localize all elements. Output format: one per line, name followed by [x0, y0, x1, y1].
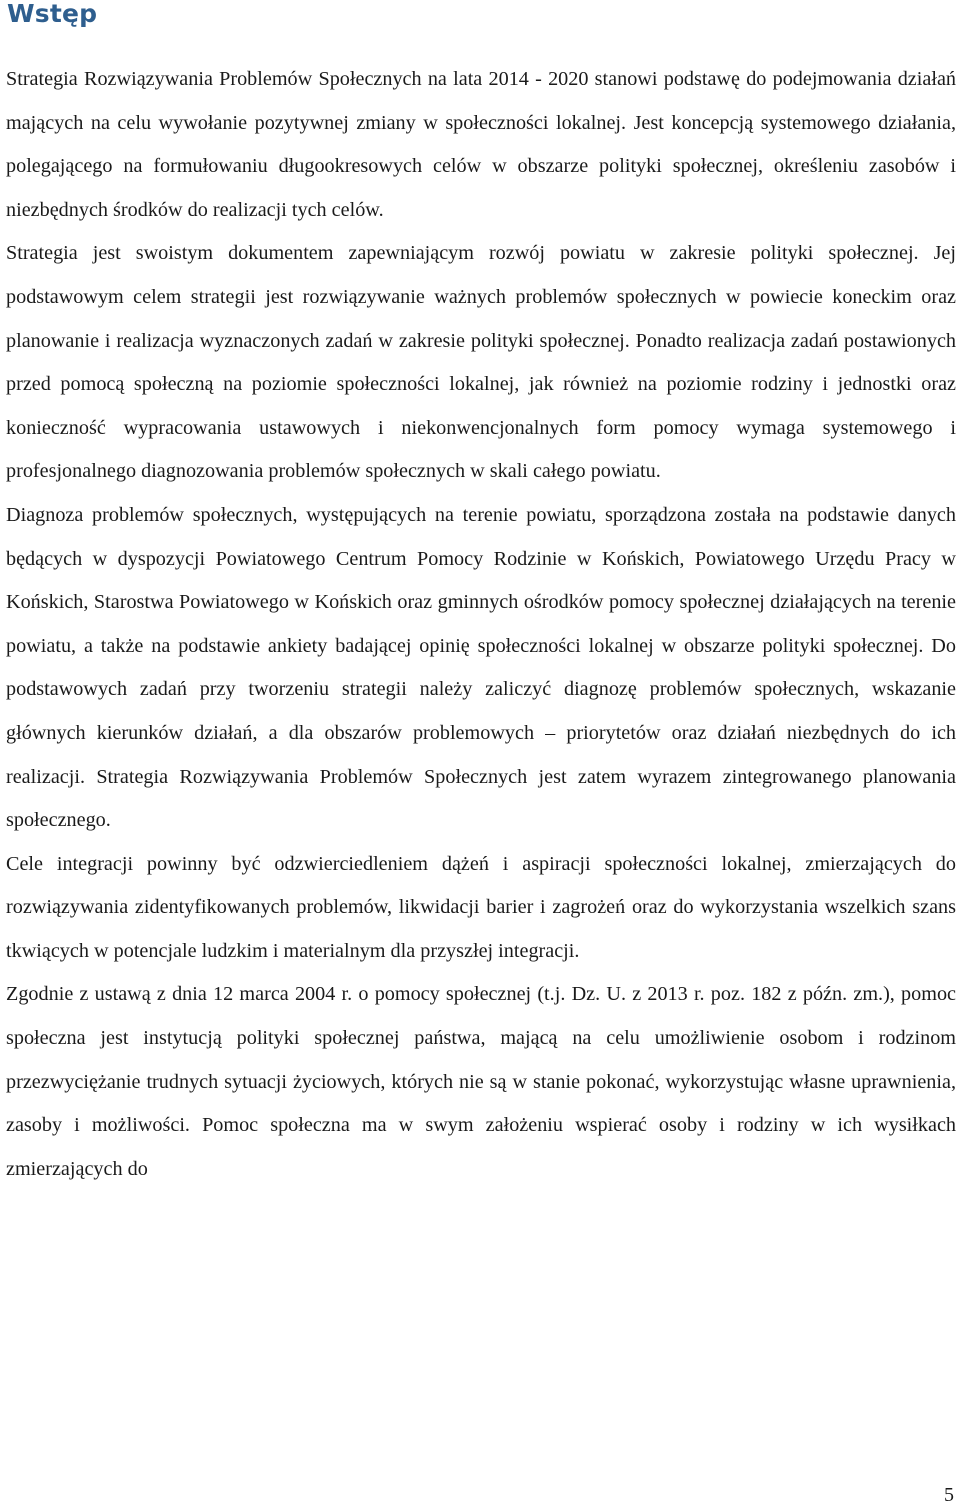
body-text	[6, 58, 956, 1191]
paragraph-diagnosis: Diagnoza problemów społecznych, występujących na terenie powiatu, sporządzona została na podstawie danych będących w dyspozycji Powiatowego Centrum Pomocy Rodzinie w Końskich, Powiatowego Urzędu Pracy w Końskich, Starostwa Powiatowego w Końskich oraz gminnych ośrodków pomocy społecznej działających na terenie powiatu, a także na podstawie ankiety badającej opinię społeczności lokalnej w obszarze polityki społecznej. Do podstawowych zadań przy tworzeniu strategii należy zaliczyć diagnozę problemów społecznych, wskazanie głównych kierunków działań, a dla obszarów problemowych – priorytetów oraz działań niezbędnych do ich realizacji. Strategia Rozwiązywania Problemów Społecznych jest zatem wyrazem zintegrowanego planowania społecznego.	[6, 503, 956, 832]
paragraph-integration-goals: Cele integracji powinny być odzwierciedleniem dążeń i aspiracji społeczności lokalnej, zmierzających do rozwiązywania zidentyfikowanych problemów, likwidacji barier i zagrożeń oraz do wykorzystania wszelkich szans tkwiących w potencjale ludzkim i materialnym dla przyszłej integracji.	[6, 852, 956, 962]
paragraph-legal-basis: Zgodnie z ustawą z dnia 12 marca 2004 r. o pomocy społecznej (t.j. Dz. U. z 2013 r. poz. 182 z późn. zm.), pomoc społeczna jest instytucją polityki społecznej państwa, mającą na celu umożliwienie osobom i rodzinom przezwyciężanie trudnych sytuacji życiowych, których nie są w stanie pokonać, wykorzystując własne uprawnienia, zasoby i możliwości. Pomoc społeczna ma w swym założeniu wspierać osoby i rodziny w ich wysiłkach zmierzających do	[6, 983, 956, 1180]
paragraph-intro: Strategia Rozwiązywania Problemów Społecznych na lata 2014 - 2020 stanowi podstawę do podejmowania działań mających na celu wywołanie pozytywnej zmiany w społeczności lokalnej. Jest koncepcją systemowego działania, polegającego na formułowaniu długookresowych celów w obszarze polityki społecznej, określeniu zasobów i niezbędnych środków do realizacji tych celów.	[6, 68, 956, 221]
page-number: 5	[944, 1484, 954, 1506]
section-heading: Wstęp	[7, 0, 98, 28]
paragraph-strategy-goal: Strategia jest swoistym dokumentem zapewniającym rozwój powiatu w zakresie polityki społecznej. Jej podstawowym celem strategii jest rozwiązywanie ważnych problemów społecznych w powiecie koneckim oraz planowanie i realizacja wyznaczonych zadań w zakresie polityki społecznej. Ponadto realizacja zadań postawionych przed pomocą społeczną na poziomie społeczności lokalnej, jak również na poziomie rodziny i jednostki oraz konieczność wypracowania ustawowych i niekonwencjonalnych form pomocy wymaga systemowego i profesjonalnego diagnozowania problemów społecznych w skali całego powiatu.	[6, 242, 956, 483]
